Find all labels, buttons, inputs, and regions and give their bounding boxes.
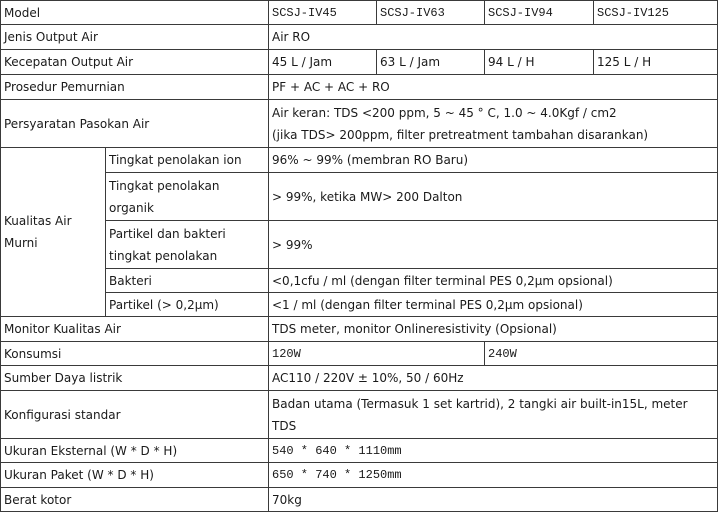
external-size-label: Ukuran Eksternal (W * D * H) (1, 439, 269, 463)
purification-value: PF + AC + AC + RO (269, 75, 718, 100)
monitor-value: TDS meter, monitor Onlineresistivity (Opsional) (269, 317, 718, 342)
standard-config-value: Badan utama (Termasuk 1 set kartrid), 2 tangki air built-in15L, meter TDS (269, 391, 718, 439)
external-size-value: 540 * 640 * 1110mm (269, 439, 718, 463)
quality-sub-value: 96% ~ 99% (membran RO Baru) (269, 148, 718, 173)
row-particles (1, 293, 718, 317)
quality-sub-label: Tingkat penolakan ion (106, 148, 269, 173)
row-gross-weight (1, 488, 718, 512)
power-label: Sumber Daya listrik (1, 366, 269, 391)
package-size-value: 650 * 740 * 1250mm (269, 463, 718, 488)
row-package-size (1, 463, 718, 488)
model-label: Model (1, 1, 269, 25)
row-monitor (1, 317, 718, 342)
standard-config-label: Konfigurasi standar (1, 391, 269, 439)
power-value: AC110 / 220V ± 10%, 50 / 60Hz (269, 366, 718, 391)
quality-sub-value: <0,1cfu / ml (dengan filter terminal PES 0,2μm opsional) (269, 269, 718, 293)
row-organic-rejection (1, 173, 718, 221)
row-output-speed (1, 50, 718, 75)
row-standard-config (1, 391, 718, 439)
row-purification (1, 75, 718, 100)
model-value: SCSJ-IV94 (485, 1, 594, 25)
consumption-value: 240W (485, 342, 718, 366)
row-bacteria (1, 269, 718, 293)
quality-sub-label: Tingkat penolakan organik (106, 173, 269, 221)
supply-requirement-line: Air keran: TDS <200 ppm, 5 ~ 45 ° C, 1.0 ~ 4.0Kgf / cm2 (272, 105, 617, 120)
output-speed-value: 63 L / Jam (377, 50, 485, 75)
purification-label: Prosedur Pemurnian (1, 75, 269, 100)
consumption-label: Konsumsi (1, 342, 269, 366)
row-output-type (1, 25, 718, 50)
gross-weight-value: 70kg (269, 488, 718, 512)
quality-sub-value: > 99% (269, 221, 718, 269)
consumption-value: 120W (269, 342, 485, 366)
row-external-size (1, 439, 718, 463)
supply-requirement-label: Persyaratan Pasokan Air (1, 100, 269, 148)
model-value: SCSJ-IV125 (594, 1, 718, 25)
output-speed-label: Kecepatan Output Air (1, 50, 269, 75)
output-speed-value: 125 L / H (594, 50, 718, 75)
quality-sub-label: Bakteri (106, 269, 269, 293)
output-speed-value: 94 L / H (485, 50, 594, 75)
output-type-value: Air RO (269, 25, 718, 50)
output-type-label: Jenis Output Air (1, 25, 269, 50)
row-consumption (1, 342, 718, 366)
package-size-label: Ukuran Paket (W * D * H) (1, 463, 269, 488)
row-ion-rejection (1, 148, 718, 173)
supply-requirement-value (269, 100, 718, 148)
quality-sub-value: > 99%, ketika MW> 200 Dalton (269, 173, 718, 221)
row-power (1, 366, 718, 391)
model-value: SCSJ-IV63 (377, 1, 485, 25)
output-speed-value: 45 L / Jam (269, 50, 377, 75)
pure-quality-label: Kualitas Air Murni (1, 148, 106, 317)
row-model (1, 1, 718, 25)
row-supply-requirement (1, 100, 718, 148)
monitor-label: Monitor Kualitas Air (1, 317, 269, 342)
quality-sub-value: <1 / ml (dengan filter terminal PES 0,2μm opsional) (269, 293, 718, 317)
quality-sub-label: Partikel dan bakteri tingkat penolakan (106, 221, 269, 269)
quality-sub-label: Partikel (> 0,2μm) (106, 293, 269, 317)
gross-weight-label: Berat kotor (1, 488, 269, 512)
supply-requirement-line: (jika TDS> 200ppm, filter pretreatment tambahan disarankan) (272, 127, 649, 142)
row-particle-bacteria-rejection (1, 221, 718, 269)
model-value: SCSJ-IV45 (269, 1, 377, 25)
